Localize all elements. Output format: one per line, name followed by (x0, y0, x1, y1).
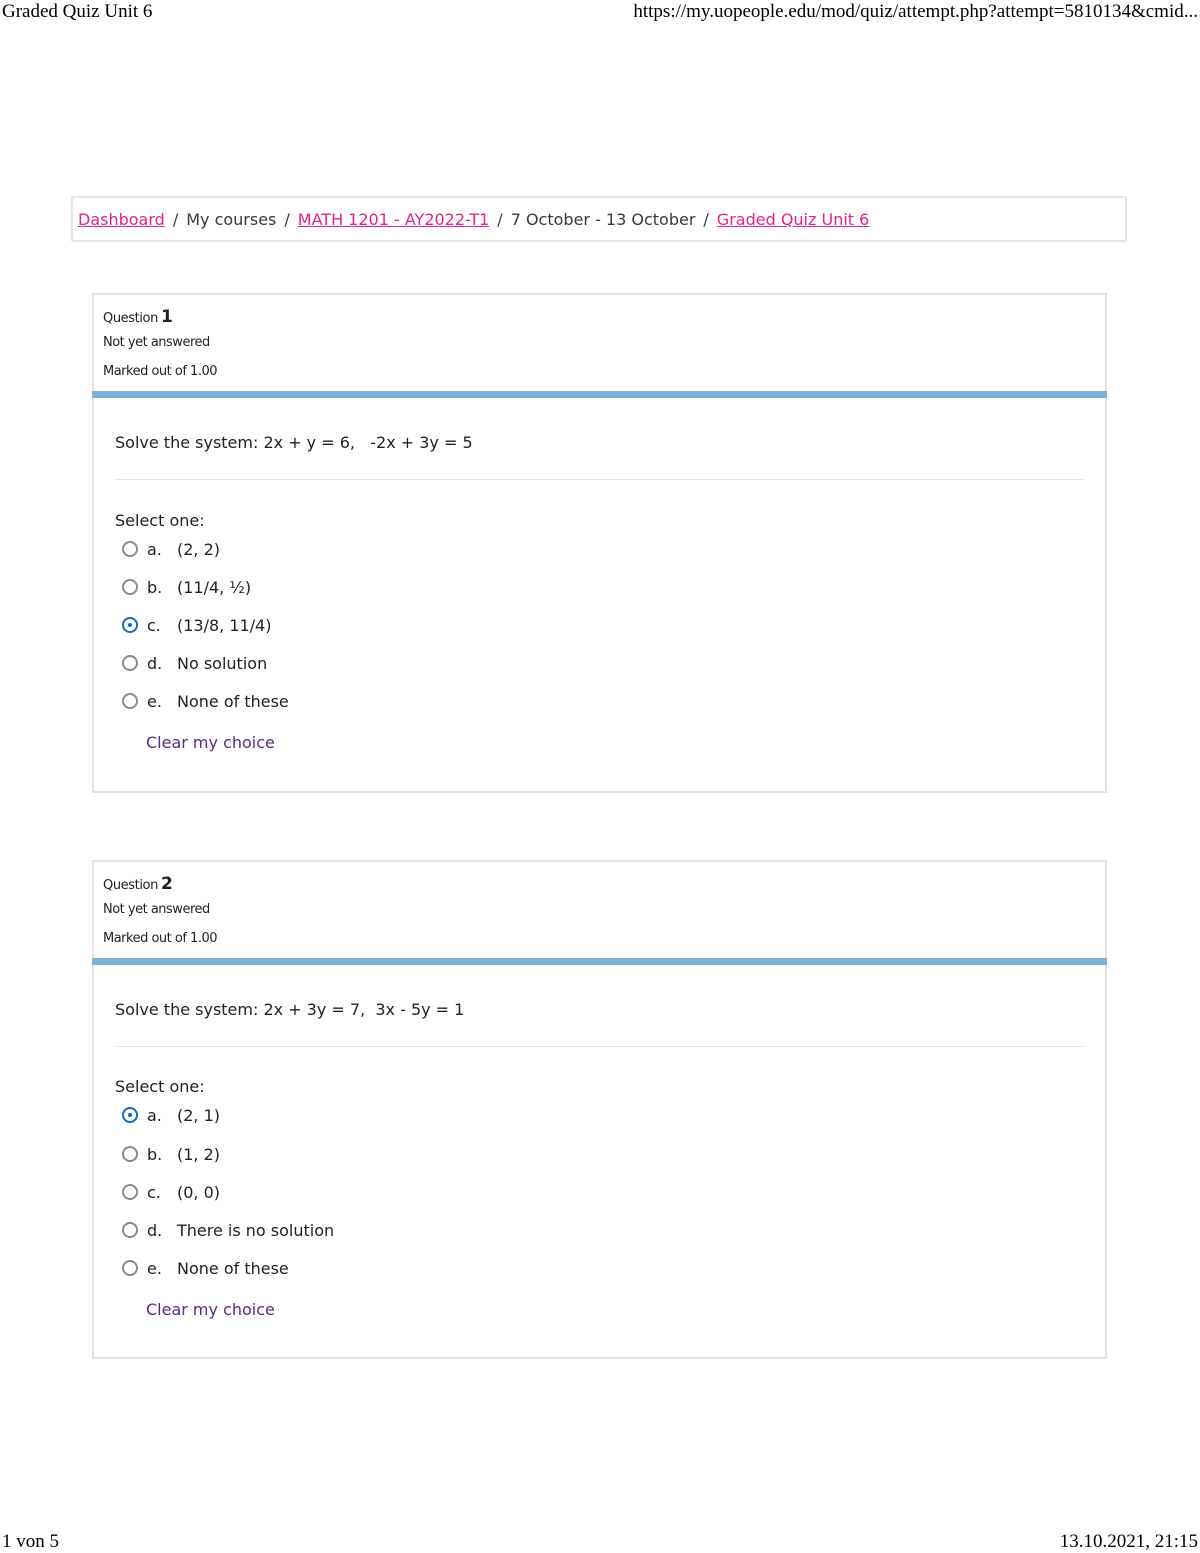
breadcrumb-separator: / (172, 209, 179, 229)
breadcrumb-separator: / (703, 209, 709, 229)
radio-button[interactable] (122, 1222, 138, 1238)
option-text: (1, 2) (177, 1144, 221, 1164)
option-letter: e. (147, 1258, 162, 1278)
option-text: None of these (177, 1258, 289, 1278)
option-text: (13/8, 11/4) (177, 615, 272, 635)
question-number: 1 (160, 307, 173, 327)
option-text: (2, 1) (177, 1105, 221, 1125)
option-text: (2, 2) (177, 539, 221, 559)
breadcrumb-separator: / (284, 209, 290, 229)
option-letter: a. (147, 1105, 162, 1125)
print-page-number: 1 von 5 (2, 1531, 59, 1552)
question-number-line (103, 305, 1105, 333)
question-divider-bar (92, 391, 1107, 398)
answer-option-a[interactable] (122, 537, 220, 561)
question-grade: Marked out of 1.00 (103, 931, 218, 946)
answer-option-a[interactable] (122, 1103, 220, 1127)
print-datetime: 13.10.2021, 21:15 (1059, 1531, 1198, 1552)
option-letter: b. (147, 1144, 163, 1164)
question-state: Not yet answered (103, 902, 210, 917)
question-info (94, 295, 1105, 391)
question-info (94, 862, 1105, 958)
question-card-2 (92, 860, 1107, 1359)
option-text: (11/4, ½) (177, 577, 252, 597)
radio-button[interactable] (122, 1146, 138, 1162)
radio-button[interactable] (122, 693, 138, 709)
option-text: No solution (177, 653, 268, 673)
question-text-divider (115, 479, 1084, 480)
question-state: Not yet answered (103, 335, 210, 350)
breadcrumb-separator: / (497, 209, 503, 229)
radio-button[interactable] (122, 579, 138, 595)
select-one-prompt: Select one: (115, 1077, 205, 1096)
radio-button[interactable] (122, 655, 138, 671)
option-text: There is no solution (177, 1220, 335, 1240)
clear-my-choice-link[interactable]: Clear my choice (146, 1300, 275, 1319)
radio-button[interactable] (122, 541, 138, 557)
option-letter: c. (147, 615, 161, 635)
option-letter: e. (147, 691, 162, 711)
question-label: Question (103, 878, 158, 893)
answer-option-b[interactable] (122, 575, 251, 599)
radio-button[interactable] (122, 1260, 138, 1276)
select-one-prompt: Select one: (115, 511, 205, 530)
breadcrumb-week: 7 October - 13 October (510, 209, 696, 229)
radio-button-selected[interactable] (122, 617, 138, 633)
option-letter: a. (147, 539, 162, 559)
option-text: None of these (177, 691, 289, 711)
breadcrumb-dashboard-link[interactable]: Dashboard (78, 209, 165, 229)
breadcrumb-quiz-link[interactable]: Graded Quiz Unit 6 (716, 209, 870, 229)
answer-option-b[interactable] (122, 1142, 220, 1166)
answer-option-e[interactable] (122, 689, 289, 713)
print-page-url: https://my.uopeople.edu/mod/quiz/attempt.php?attempt=5810134&cmid... (633, 1, 1198, 22)
question-text: Solve the system: 2x + y = 6, -2x + 3y = 5 (115, 433, 473, 452)
question-label: Question (103, 311, 158, 326)
option-letter: b. (147, 577, 163, 597)
question-card-1 (92, 293, 1107, 793)
clear-my-choice-link[interactable]: Clear my choice (146, 733, 275, 752)
breadcrumb-my-courses: My courses (186, 209, 277, 229)
answer-option-e[interactable] (122, 1256, 289, 1280)
answer-option-d[interactable] (122, 651, 267, 675)
breadcrumb-course-link[interactable]: MATH 1201 - AY2022-T1 (297, 209, 490, 229)
option-letter: c. (147, 1182, 161, 1202)
breadcrumb (71, 196, 1127, 242)
option-letter: d. (147, 1220, 163, 1240)
option-text: (0, 0) (177, 1182, 221, 1202)
option-letter: d. (147, 653, 163, 673)
question-text-divider (115, 1046, 1084, 1047)
answer-option-c[interactable] (122, 613, 272, 637)
question-grade: Marked out of 1.00 (103, 364, 218, 379)
radio-button[interactable] (122, 1184, 138, 1200)
print-page-title: Graded Quiz Unit 6 (2, 1, 153, 22)
question-number-line (103, 872, 1105, 900)
question-divider-bar (92, 958, 1107, 965)
answer-option-d[interactable] (122, 1218, 334, 1242)
question-number: 2 (160, 874, 173, 894)
radio-button-selected[interactable] (122, 1107, 138, 1123)
question-text: Solve the system: 2x + 3y = 7, 3x - 5y = 1 (115, 1000, 465, 1019)
answer-option-c[interactable] (122, 1180, 220, 1204)
